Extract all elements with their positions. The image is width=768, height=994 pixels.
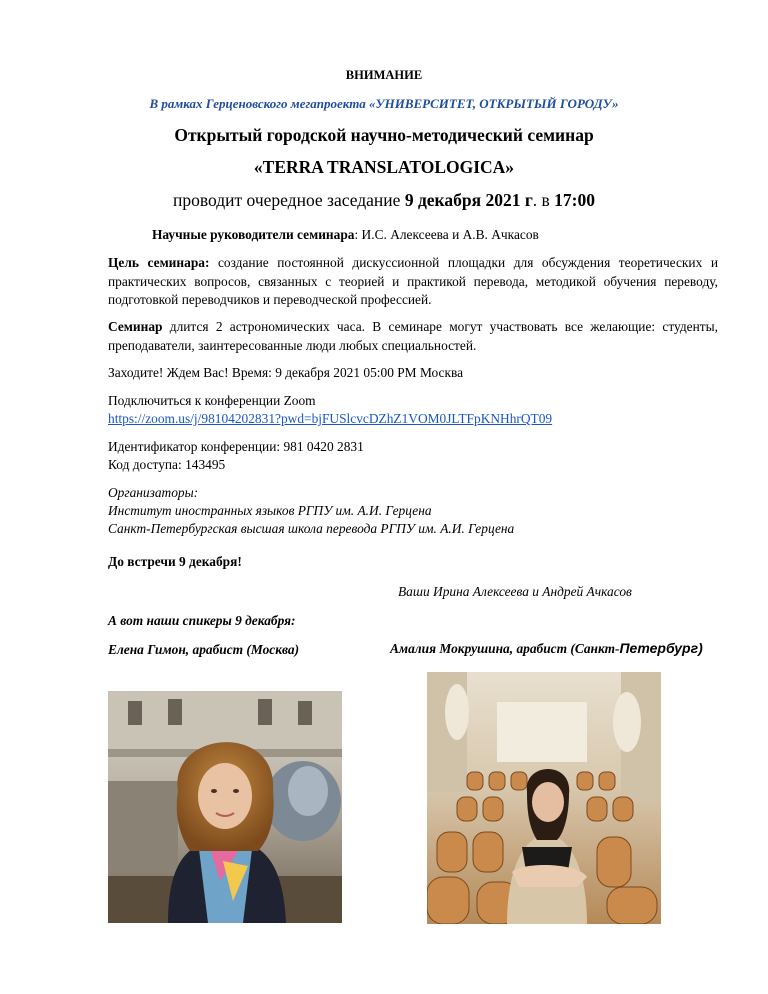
see-you-line: До встречи 9 декабря! <box>108 554 242 569</box>
duration-paragraph <box>108 318 718 355</box>
duration-label: Семинар <box>108 319 163 334</box>
organizer-2: Санкт-Петербургская высшая школа перевода РГПУ им. А.И. Герцена <box>108 521 515 536</box>
goal-text: создание постоянной дискуссионной площадки для обсуждения теоретических и практических вопросов, связанных с теорией и практикой перевода, методикой обучения переводу, подготовкой переводчиков и переводческой профессией. <box>108 255 718 307</box>
speaker-2-caption-a: Амалия Мокрушина, арабист (Санкт- <box>390 641 620 656</box>
leaders-value: : И.С. Алексеева и А.В. Ачкасов <box>354 227 539 242</box>
speaker-1-photo <box>108 691 342 923</box>
speaker-2-caption-b: Петербург) <box>619 640 703 656</box>
meeting-prefix: проводит очередное заседание <box>172 190 405 210</box>
meeting-line <box>0 190 768 211</box>
goal-paragraph <box>108 254 718 310</box>
goal-label: Цель семинара: <box>108 255 210 270</box>
speaker-2-photo <box>427 672 661 924</box>
meeting-time: 17:00 <box>554 190 595 210</box>
welcome-line: Заходите! Ждем Вас! Время: 9 декабря 2021 05:00 PM Москва <box>108 365 464 380</box>
zoom-label: Подключиться к конференции Zoom <box>108 393 316 408</box>
speaker-2-caption <box>390 640 703 657</box>
leaders-label: Научные руководители семинара <box>152 227 355 242</box>
organizers-label: Организаторы: <box>108 485 199 500</box>
speaker-1-caption: Елена Гимон, арабист (Москва) <box>108 642 300 657</box>
seminar-name: «TERRA TRANSLATOLOGICA» <box>253 157 515 177</box>
access-code: Код доступа: 143495 <box>108 457 226 472</box>
signature: Ваши Ирина Алексеева и Андрей Ачкасов <box>398 584 632 599</box>
seminar-title: Открытый городской научно-методический семинар <box>174 125 594 145</box>
organizer-1: Институт иностранных языков РГПУ им. А.И. Герцена <box>108 503 432 518</box>
speakers-heading: А вот наши спикеры 9 декабря: <box>108 613 296 628</box>
attention-heading: ВНИМАНИЕ <box>345 68 423 82</box>
meeting-date: 9 декабря 2021 г <box>404 190 533 210</box>
leaders-line <box>152 226 539 244</box>
conference-id: Идентификатор конференции: 981 0420 2831 <box>108 439 364 454</box>
duration-text: длится 2 астрономических часа. В семинаре могут участвовать все желающие: студенты, преподаватели, заинтересованные люди любых специальностей. <box>108 319 718 353</box>
zoom-link[interactable]: https://zoom.us/j/98104202831?pwd=bjFUSlcvcDZhZ1VOM0JLTFpKNHhrQT09 <box>108 411 553 426</box>
project-line: В рамках Герценовского мегапроекта «УНИВЕРСИТЕТ, ОТКРЫТЫЙ ГОРОДУ» <box>149 96 619 111</box>
meeting-mid: . в <box>532 190 555 210</box>
